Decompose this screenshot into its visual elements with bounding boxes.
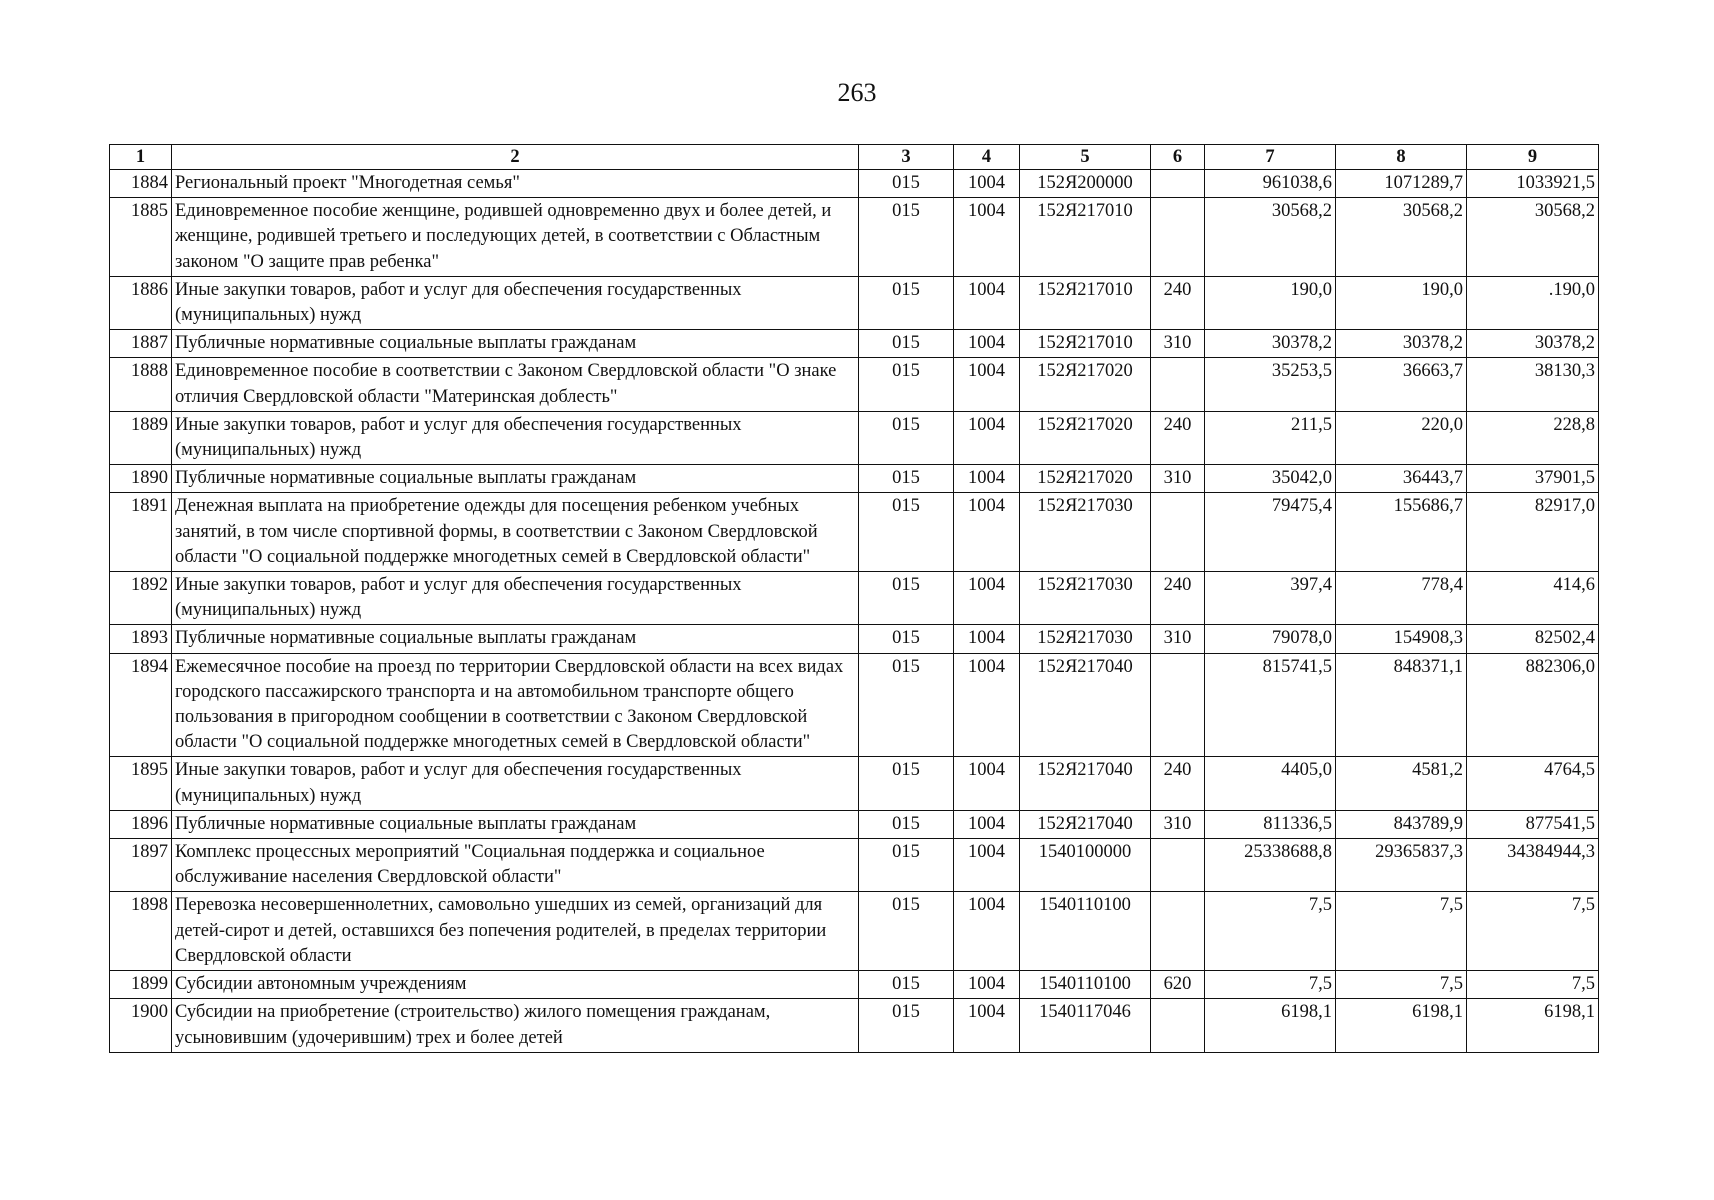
item-name-cell: Единовременное пособие в соответствии с Законом Свердловской области "О знаке отличия Свердловской области "Материнская доблесть" bbox=[172, 358, 859, 411]
amount-year-2-cell: 155686,7 bbox=[1336, 493, 1467, 572]
target-article-code-cell: 152Я217020 bbox=[1020, 358, 1151, 411]
section-code-cell: 1004 bbox=[954, 839, 1020, 892]
amount-year-1-cell: 961038,6 bbox=[1205, 170, 1336, 198]
section-code-cell: 1004 bbox=[954, 330, 1020, 358]
amount-year-3-cell: 882306,0 bbox=[1467, 653, 1599, 757]
ministry-code-cell: 015 bbox=[859, 810, 954, 838]
header-col-9: 9 bbox=[1467, 145, 1599, 170]
target-article-code-cell: 152Я217030 bbox=[1020, 625, 1151, 653]
amount-year-2-cell: 7,5 bbox=[1336, 971, 1467, 999]
row-number-cell: 1896 bbox=[110, 810, 172, 838]
budget-table bbox=[109, 144, 1599, 1053]
amount-year-2-cell: 848371,1 bbox=[1336, 653, 1467, 757]
target-article-code-cell: 152Я217010 bbox=[1020, 330, 1151, 358]
section-code-cell: 1004 bbox=[954, 971, 1020, 999]
ministry-code-cell: 015 bbox=[859, 411, 954, 464]
amount-year-2-cell: 154908,3 bbox=[1336, 625, 1467, 653]
row-number-cell: 1885 bbox=[110, 198, 172, 277]
header-col-8: 8 bbox=[1336, 145, 1467, 170]
amount-year-1-cell: 811336,5 bbox=[1205, 810, 1336, 838]
amount-year-3-cell: 38130,3 bbox=[1467, 358, 1599, 411]
row-number-cell: 1900 bbox=[110, 999, 172, 1052]
table-row bbox=[110, 810, 1599, 838]
ministry-code-cell: 015 bbox=[859, 358, 954, 411]
expense-type-code-cell bbox=[1151, 653, 1205, 757]
section-code-cell: 1004 bbox=[954, 625, 1020, 653]
amount-year-3-cell: 82502,4 bbox=[1467, 625, 1599, 653]
amount-year-1-cell: 190,0 bbox=[1205, 276, 1336, 329]
item-name-cell: Публичные нормативные социальные выплаты гражданам bbox=[172, 810, 859, 838]
table-row bbox=[110, 198, 1599, 277]
amount-year-2-cell: 843789,9 bbox=[1336, 810, 1467, 838]
ministry-code-cell: 015 bbox=[859, 839, 954, 892]
amount-year-3-cell: 82917,0 bbox=[1467, 493, 1599, 572]
table-row bbox=[110, 971, 1599, 999]
row-number-cell: 1892 bbox=[110, 572, 172, 625]
amount-year-1-cell: 35253,5 bbox=[1205, 358, 1336, 411]
item-name-cell: Иные закупки товаров, работ и услуг для обеспечения государственных (муниципальных) нужд bbox=[172, 757, 859, 810]
item-name-cell: Перевозка несовершеннолетних, самовольно ушедших из семей, организаций для детей-сирот и детей, оставшихся без попечения родителей, в пределах территории Свердловской области bbox=[172, 892, 859, 971]
amount-year-3-cell: 1033921,5 bbox=[1467, 170, 1599, 198]
amount-year-3-cell: 414,6 bbox=[1467, 572, 1599, 625]
ministry-code-cell: 015 bbox=[859, 572, 954, 625]
section-code-cell: 1004 bbox=[954, 493, 1020, 572]
row-number-cell: 1888 bbox=[110, 358, 172, 411]
amount-year-2-cell: 7,5 bbox=[1336, 892, 1467, 971]
row-number-cell: 1893 bbox=[110, 625, 172, 653]
amount-year-2-cell: 190,0 bbox=[1336, 276, 1467, 329]
amount-year-3-cell: .190,0 bbox=[1467, 276, 1599, 329]
table-row bbox=[110, 411, 1599, 464]
ministry-code-cell: 015 bbox=[859, 625, 954, 653]
amount-year-2-cell: 36443,7 bbox=[1336, 465, 1467, 493]
table-row bbox=[110, 170, 1599, 198]
row-number-cell: 1884 bbox=[110, 170, 172, 198]
expense-type-code-cell: 310 bbox=[1151, 465, 1205, 493]
amount-year-1-cell: 6198,1 bbox=[1205, 999, 1336, 1052]
row-number-cell: 1887 bbox=[110, 330, 172, 358]
item-name-cell: Субсидии на приобретение (строительство) жилого помещения гражданам, усыновившим (удочерившим) трех и более детей bbox=[172, 999, 859, 1052]
expense-type-code-cell bbox=[1151, 170, 1205, 198]
amount-year-1-cell: 30378,2 bbox=[1205, 330, 1336, 358]
item-name-cell: Иные закупки товаров, работ и услуг для обеспечения государственных (муниципальных) нужд bbox=[172, 276, 859, 329]
target-article-code-cell: 152Я217030 bbox=[1020, 493, 1151, 572]
amount-year-3-cell: 6198,1 bbox=[1467, 999, 1599, 1052]
item-name-cell: Публичные нормативные социальные выплаты гражданам bbox=[172, 330, 859, 358]
section-code-cell: 1004 bbox=[954, 999, 1020, 1052]
header-col-7: 7 bbox=[1205, 145, 1336, 170]
item-name-cell: Комплекс процессных мероприятий "Социальная поддержка и социальное обслуживание населения Свердловской области" bbox=[172, 839, 859, 892]
target-article-code-cell: 152Я200000 bbox=[1020, 170, 1151, 198]
expense-type-code-cell bbox=[1151, 892, 1205, 971]
amount-year-3-cell: 4764,5 bbox=[1467, 757, 1599, 810]
ministry-code-cell: 015 bbox=[859, 653, 954, 757]
target-article-code-cell: 152Я217040 bbox=[1020, 653, 1151, 757]
target-article-code-cell: 1540110100 bbox=[1020, 971, 1151, 999]
expense-type-code-cell bbox=[1151, 358, 1205, 411]
row-number-cell: 1894 bbox=[110, 653, 172, 757]
row-number-cell: 1891 bbox=[110, 493, 172, 572]
amount-year-3-cell: 30378,2 bbox=[1467, 330, 1599, 358]
section-code-cell: 1004 bbox=[954, 198, 1020, 277]
amount-year-2-cell: 30568,2 bbox=[1336, 198, 1467, 277]
amount-year-2-cell: 36663,7 bbox=[1336, 358, 1467, 411]
amount-year-2-cell: 1071289,7 bbox=[1336, 170, 1467, 198]
table-header-row bbox=[110, 145, 1599, 170]
page-number: 263 bbox=[837, 78, 877, 107]
amount-year-3-cell: 34384944,3 bbox=[1467, 839, 1599, 892]
section-code-cell: 1004 bbox=[954, 757, 1020, 810]
amount-year-3-cell: 37901,5 bbox=[1467, 465, 1599, 493]
expense-type-code-cell: 240 bbox=[1151, 757, 1205, 810]
amount-year-1-cell: 7,5 bbox=[1205, 892, 1336, 971]
amount-year-2-cell: 778,4 bbox=[1336, 572, 1467, 625]
item-name-cell: Денежная выплата на приобретение одежды для посещения ребенком учебных занятий, в том числе спортивной формы, в соответствии с Законом Свердловской области "О социальной поддержке многодетных семей в Свердловской области" bbox=[172, 493, 859, 572]
expense-type-code-cell bbox=[1151, 493, 1205, 572]
ministry-code-cell: 015 bbox=[859, 198, 954, 277]
amount-year-1-cell: 7,5 bbox=[1205, 971, 1336, 999]
amount-year-1-cell: 815741,5 bbox=[1205, 653, 1336, 757]
item-name-cell: Иные закупки товаров, работ и услуг для обеспечения государственных (муниципальных) нужд bbox=[172, 572, 859, 625]
target-article-code-cell: 152Я217030 bbox=[1020, 572, 1151, 625]
amount-year-2-cell: 6198,1 bbox=[1336, 999, 1467, 1052]
amount-year-1-cell: 4405,0 bbox=[1205, 757, 1336, 810]
row-number-cell: 1890 bbox=[110, 465, 172, 493]
ministry-code-cell: 015 bbox=[859, 276, 954, 329]
expense-type-code-cell: 310 bbox=[1151, 625, 1205, 653]
item-name-cell: Региональный проект "Многодетная семья" bbox=[172, 170, 859, 198]
expense-type-code-cell bbox=[1151, 839, 1205, 892]
amount-year-2-cell: 29365837,3 bbox=[1336, 839, 1467, 892]
amount-year-1-cell: 25338688,8 bbox=[1205, 839, 1336, 892]
target-article-code-cell: 152Я217010 bbox=[1020, 198, 1151, 277]
amount-year-3-cell: 228,8 bbox=[1467, 411, 1599, 464]
table-row bbox=[110, 358, 1599, 411]
amount-year-3-cell: 7,5 bbox=[1467, 971, 1599, 999]
amount-year-3-cell: 7,5 bbox=[1467, 892, 1599, 971]
section-code-cell: 1004 bbox=[954, 572, 1020, 625]
header-col-3: 3 bbox=[859, 145, 954, 170]
table-row bbox=[110, 892, 1599, 971]
header-col-4: 4 bbox=[954, 145, 1020, 170]
expense-type-code-cell bbox=[1151, 999, 1205, 1052]
ministry-code-cell: 015 bbox=[859, 330, 954, 358]
ministry-code-cell: 015 bbox=[859, 999, 954, 1052]
target-article-code-cell: 152Я217040 bbox=[1020, 757, 1151, 810]
table-row bbox=[110, 276, 1599, 329]
item-name-cell: Ежемесячное пособие на проезд по территории Свердловской области на всех видах городского пассажирского транспорта и на автомобильном транспорте общего пользования в пригородном сообщении в соответствии с Законом Свердловской области "О социальной поддержке многодетных семей в Свердловской области" bbox=[172, 653, 859, 757]
table-row bbox=[110, 493, 1599, 572]
table-row bbox=[110, 839, 1599, 892]
target-article-code-cell: 1540110100 bbox=[1020, 892, 1151, 971]
amount-year-2-cell: 4581,2 bbox=[1336, 757, 1467, 810]
expense-type-code-cell: 310 bbox=[1151, 810, 1205, 838]
expense-type-code-cell: 310 bbox=[1151, 330, 1205, 358]
amount-year-3-cell: 877541,5 bbox=[1467, 810, 1599, 838]
header-col-6: 6 bbox=[1151, 145, 1205, 170]
row-number-cell: 1886 bbox=[110, 276, 172, 329]
amount-year-1-cell: 30568,2 bbox=[1205, 198, 1336, 277]
target-article-code-cell: 1540117046 bbox=[1020, 999, 1151, 1052]
target-article-code-cell: 152Я217020 bbox=[1020, 465, 1151, 493]
section-code-cell: 1004 bbox=[954, 411, 1020, 464]
ministry-code-cell: 015 bbox=[859, 493, 954, 572]
ministry-code-cell: 015 bbox=[859, 757, 954, 810]
target-article-code-cell: 152Я217010 bbox=[1020, 276, 1151, 329]
amount-year-1-cell: 211,5 bbox=[1205, 411, 1336, 464]
table-row bbox=[110, 465, 1599, 493]
item-name-cell: Иные закупки товаров, работ и услуг для обеспечения государственных (муниципальных) нужд bbox=[172, 411, 859, 464]
table-row bbox=[110, 757, 1599, 810]
row-number-cell: 1897 bbox=[110, 839, 172, 892]
header-col-1: 1 bbox=[110, 145, 172, 170]
expense-type-code-cell: 240 bbox=[1151, 572, 1205, 625]
table-row bbox=[110, 625, 1599, 653]
ministry-code-cell: 015 bbox=[859, 892, 954, 971]
amount-year-3-cell: 30568,2 bbox=[1467, 198, 1599, 277]
table-row bbox=[110, 999, 1599, 1052]
amount-year-1-cell: 79078,0 bbox=[1205, 625, 1336, 653]
section-code-cell: 1004 bbox=[954, 653, 1020, 757]
item-name-cell: Единовременное пособие женщине, родившей одновременно двух и более детей, и женщине, родившей третьего и последующих детей, в соответствии с Областным законом "О защите прав ребенка" bbox=[172, 198, 859, 277]
amount-year-1-cell: 35042,0 bbox=[1205, 465, 1336, 493]
item-name-cell: Публичные нормативные социальные выплаты гражданам bbox=[172, 625, 859, 653]
amount-year-1-cell: 79475,4 bbox=[1205, 493, 1336, 572]
amount-year-2-cell: 30378,2 bbox=[1336, 330, 1467, 358]
amount-year-2-cell: 220,0 bbox=[1336, 411, 1467, 464]
table-row bbox=[110, 330, 1599, 358]
section-code-cell: 1004 bbox=[954, 358, 1020, 411]
item-name-cell: Публичные нормативные социальные выплаты гражданам bbox=[172, 465, 859, 493]
expense-type-code-cell: 240 bbox=[1151, 276, 1205, 329]
expense-type-code-cell bbox=[1151, 198, 1205, 277]
section-code-cell: 1004 bbox=[954, 465, 1020, 493]
amount-year-1-cell: 397,4 bbox=[1205, 572, 1336, 625]
row-number-cell: 1898 bbox=[110, 892, 172, 971]
table-row bbox=[110, 572, 1599, 625]
target-article-code-cell: 1540100000 bbox=[1020, 839, 1151, 892]
target-article-code-cell: 152Я217040 bbox=[1020, 810, 1151, 838]
row-number-cell: 1899 bbox=[110, 971, 172, 999]
section-code-cell: 1004 bbox=[954, 810, 1020, 838]
row-number-cell: 1889 bbox=[110, 411, 172, 464]
expense-type-code-cell: 620 bbox=[1151, 971, 1205, 999]
ministry-code-cell: 015 bbox=[859, 971, 954, 999]
ministry-code-cell: 015 bbox=[859, 465, 954, 493]
header-col-2: 2 bbox=[172, 145, 859, 170]
target-article-code-cell: 152Я217020 bbox=[1020, 411, 1151, 464]
expense-type-code-cell: 240 bbox=[1151, 411, 1205, 464]
header-col-5: 5 bbox=[1020, 145, 1151, 170]
section-code-cell: 1004 bbox=[954, 170, 1020, 198]
section-code-cell: 1004 bbox=[954, 276, 1020, 329]
row-number-cell: 1895 bbox=[110, 757, 172, 810]
table-row bbox=[110, 653, 1599, 757]
ministry-code-cell: 015 bbox=[859, 170, 954, 198]
section-code-cell: 1004 bbox=[954, 892, 1020, 971]
item-name-cell: Субсидии автономным учреждениям bbox=[172, 971, 859, 999]
